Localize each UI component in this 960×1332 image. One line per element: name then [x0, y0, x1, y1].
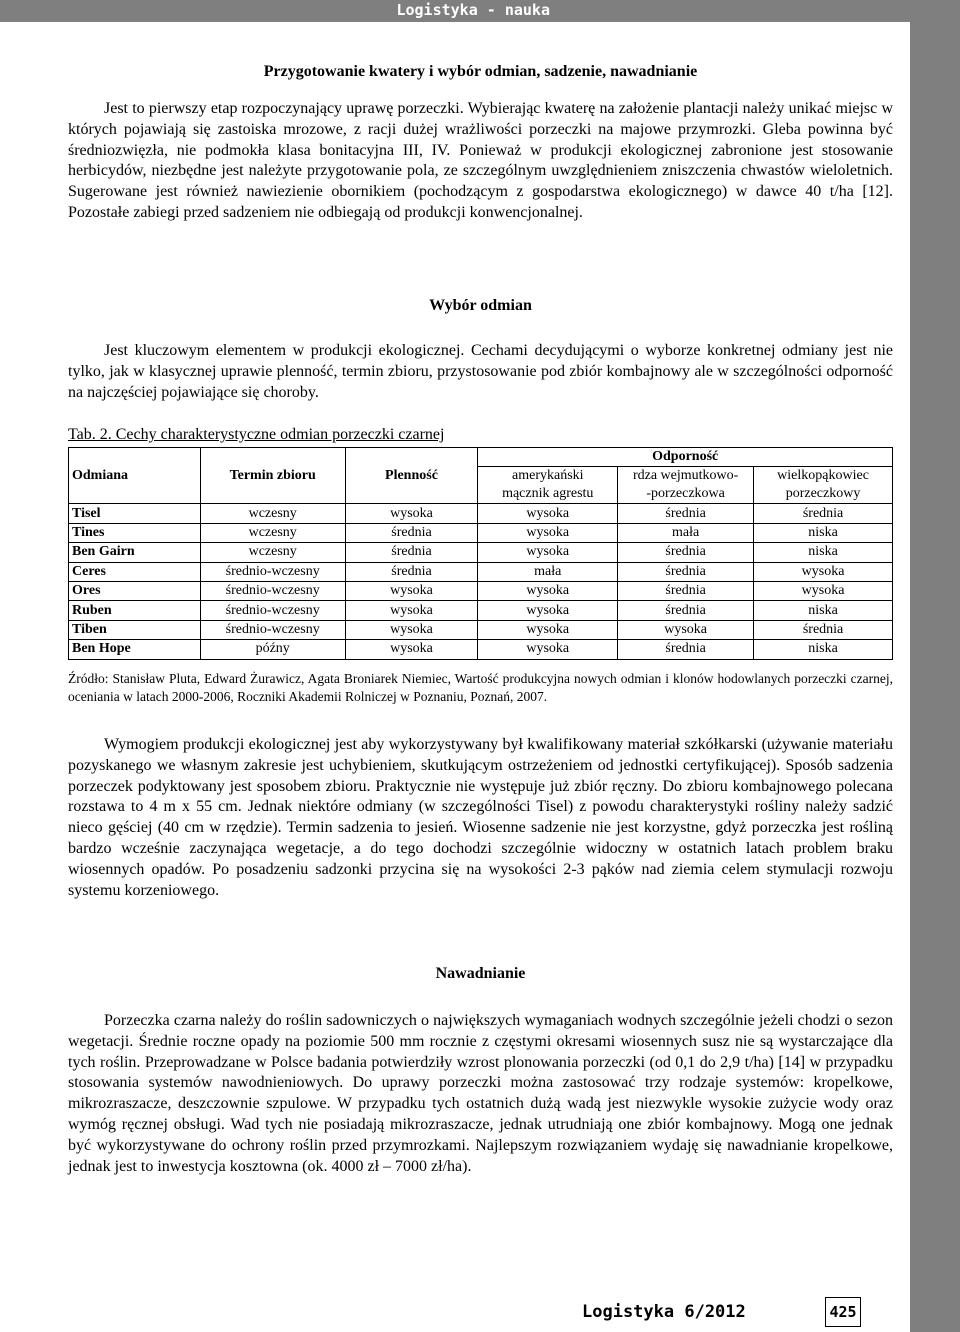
cell-variety: Ceres: [69, 562, 201, 581]
cell-gall-mite: wysoka: [754, 562, 893, 581]
cell-rust: wysoka: [618, 620, 754, 639]
table-row: [69, 581, 893, 600]
section-heading-irrigation: Nawadnianie: [435, 965, 526, 982]
cell-yield: średnia: [345, 562, 478, 581]
cell-harvest-time: średnio-wczesny: [200, 562, 345, 581]
header-rust: [618, 467, 754, 504]
table-body: [69, 504, 893, 659]
cell-powdery-mildew: wysoka: [478, 523, 618, 542]
table-row: [69, 543, 893, 562]
table-row: [69, 601, 893, 620]
cell-yield: wysoka: [345, 504, 478, 523]
cell-harvest-time: późny: [200, 640, 345, 659]
cell-harvest-time: wczesny: [200, 543, 345, 562]
cell-powdery-mildew: wysoka: [478, 640, 618, 659]
right-margin-bar: [910, 22, 960, 1332]
cell-gall-mite: niska: [754, 640, 893, 659]
header-gall-mite-line1: wielkopąkowiec: [777, 468, 869, 484]
cell-variety: Ben Hope: [69, 640, 201, 659]
table-source: Źródło: Stanisław Pluta, Edward Żurawicz, Agata Broniarek Niemiec, Wartość produkcyjna nowych odmian i klonów hodowlanych porzeczki czarnej, oceniania w latach 2000-2006, Roczniki Akademii Rolniczej w Poznaniu, Poznań, 2007.: [68, 671, 893, 704]
cell-powdery-mildew: wysoka: [478, 543, 618, 562]
table-row: [69, 504, 893, 523]
page-number: 425: [825, 1297, 861, 1327]
table-row: [69, 620, 893, 639]
header-resistance: Odporność: [478, 448, 893, 467]
cell-rust: średnia: [618, 562, 754, 581]
cell-harvest-time: średnio-wczesny: [200, 601, 345, 620]
cell-harvest-time: średnio-wczesny: [200, 620, 345, 639]
cell-gall-mite: średnia: [754, 620, 893, 639]
cell-rust: średnia: [618, 640, 754, 659]
cell-yield: średnia: [345, 543, 478, 562]
paragraph-preparation: Jest to pierwszy etap rozpoczynający uprawę porzeczki. Wybierając kwaterę na założenie plantacji należy unikać miejsc w których pojawiają się zastoiska mrozowe, z racji dużej wrażliwości porzeczki na majowe przymrozki. Gleba powinna być średniozwięzła, nie podmokła klasa bonitacyjna III, IV. Ponieważ w produkcji ekologicznej zabronione jest stosowanie herbicydów, niezbędne jest należyte przygotowanie pola, ze szczególnym uwzględnieniem zniszczenia chwastów wieloletnich. Sugerowane jest również nawiezienie obornikiem (pochodzącym z gospodarstwa ekologicznego) w dawce 40 t/ha [12]. Pozostałe zabiegi przed sadzeniem nie odbiegają od produkcji konwencjonalnej.: [68, 100, 893, 221]
cell-variety: Ores: [69, 581, 201, 600]
cell-variety: Tines: [69, 523, 201, 542]
section-heading-variety-selection: Wybór odmian: [429, 297, 532, 314]
cell-powdery-mildew: mała: [478, 562, 618, 581]
header-yield: Plenność: [345, 448, 478, 504]
paragraph-variety-selection: Jest kluczowym elementem w produkcji ekologicznej. Cechami decydującymi o wyborze konkretnej odmiany jest nie tylko, jak w klasycznej uprawie plenność, termin zbioru, przystosowanie pod zbiór kombajnowy ale w szczególności odporność na najczęściej pojawiające się choroby.: [68, 342, 893, 401]
table-caption: [68, 426, 444, 444]
cell-rust: średnia: [618, 543, 754, 562]
header-powdery-mildew-line2: mącznik agrestu: [502, 486, 594, 502]
cell-harvest-time: średnio-wczesny: [200, 581, 345, 600]
header-rust-line2: -porzeczkowa: [646, 486, 725, 502]
variety-table: [68, 447, 893, 660]
cell-yield: średnia: [345, 523, 478, 542]
header-variety: Odmiana: [69, 448, 201, 504]
header-rust-line1: rdza wejmutkowo-: [632, 468, 739, 484]
cell-powdery-mildew: wysoka: [478, 581, 618, 600]
header-bar: [0, 0, 960, 22]
cell-gall-mite: wysoka: [754, 581, 893, 600]
cell-yield: wysoka: [345, 581, 478, 600]
cell-variety: Tiben: [69, 620, 201, 639]
footer-journal-title: Logistyka 6/2012: [582, 1302, 746, 1322]
cell-gall-mite: niska: [754, 543, 893, 562]
journal-section-title: Logistyka - nauka: [396, 1, 550, 19]
table-header-row: [69, 448, 893, 467]
paragraph-planting: Wymogiem produkcji ekologicznej jest aby wykorzystywany był kwalifikowany materiał szkółkarski (używanie materiału pozyskanego we własnym zakresie jest uchybieniem, skutkującym ostrzeżeniem od jednostki certyfikującej). Sposób sadzenia porzeczek podyktowany jest sposobem zbioru. Praktycznie nie występuje już zbiór ręczny. Do zbioru kombajnowego polecana rozstawa to 4 m x 55 cm. Jednak niektóre odmiany (w szczególności Tisel) z powodu charakterystyki rośliny należy sadzić nieco gęściej (40 cm w rzędzie). Termin sadzenia to jesień. Wiosenne sadzenie nie jest korzystne, gdyż porzeczka jest rośliną bardzo wcześnie zaczynająca wegetacje, a do tego dochodzi szczególnie widoczny w ostatnich latach problem braku wiosennych opadów. Po posadzeniu sadzonki przycina się na wysokości 2-3 pąków nad ziemia celem stymulacji rozwoju systemu korzeniowego.: [68, 736, 893, 899]
table-row: [69, 640, 893, 659]
cell-gall-mite: niska: [754, 601, 893, 620]
cell-variety: Ruben: [69, 601, 201, 620]
header-powdery-mildew: [478, 467, 618, 504]
cell-powdery-mildew: wysoka: [478, 620, 618, 639]
cell-yield: wysoka: [345, 620, 478, 639]
header-gall-mite: [754, 467, 893, 504]
cell-rust: średnia: [618, 581, 754, 600]
header-powdery-mildew-line1: amerykański: [512, 468, 584, 484]
cell-harvest-time: wczesny: [200, 523, 345, 542]
header-harvest-time: Termin zbioru: [200, 448, 345, 504]
cell-variety: Tisel: [69, 504, 201, 523]
cell-yield: wysoka: [345, 640, 478, 659]
cell-rust: średnia: [618, 504, 754, 523]
cell-harvest-time: wczesny: [200, 504, 345, 523]
table-caption-text: Tab. 2. Cechy charakterystyczne odmian porzeczki czarnej: [68, 426, 445, 443]
cell-gall-mite: niska: [754, 523, 893, 542]
table-row: [69, 523, 893, 542]
cell-powdery-mildew: wysoka: [478, 601, 618, 620]
section-heading-preparation: Przygotowanie kwatery i wybór odmian, sadzenie, nawadnianie: [263, 63, 698, 80]
cell-rust: mała: [618, 523, 754, 542]
cell-rust: średnia: [618, 601, 754, 620]
paragraph-irrigation: Porzeczka czarna należy do roślin sadowniczych o największych wymaganiach wodnych szczególnie jeżeli chodzi o sezon wegetacji. Średnie roczne opady na poziomie 500 mm rocznie z częstymi okresami wiosennych susz nie są wystarczające dla tych roślin. Przeprowadzane w Polsce badania potwierdziły wzrost plonowania porzeczki (od 0,1 do 2,9 t/ha) [14] w przypadku stosowania systemów nawodnieniowych. Do uprawy porzeczki można zastosować trzy rodzaje systemów: kropelkowe, mikrozraszacze, deszczownie szpulowe. W przypadku tych ostatnich dużą wadą jest niezwykle wysokie zużycie wody oraz wymóg ręcznej obsługi. Wad tych nie posiadają mikrozraszacze, jednak utrudniają one zbiór kombajnowy. Mogą one jednak być wykorzystywane do ochrony roślin przed przymrozkami. Najlepszym rozwiązaniem wydaję się nawadnianie kropelkowe, jednak jest to inwestycja kosztowna (ok. 4000 zł – 7000 zł/ha).: [68, 1012, 893, 1175]
cell-variety: Ben Gairn: [69, 543, 201, 562]
cell-powdery-mildew: wysoka: [478, 504, 618, 523]
table-row: [69, 562, 893, 581]
cell-gall-mite: średnia: [754, 504, 893, 523]
header-gall-mite-line2: porzeczkowy: [785, 486, 861, 502]
cell-yield: wysoka: [345, 601, 478, 620]
